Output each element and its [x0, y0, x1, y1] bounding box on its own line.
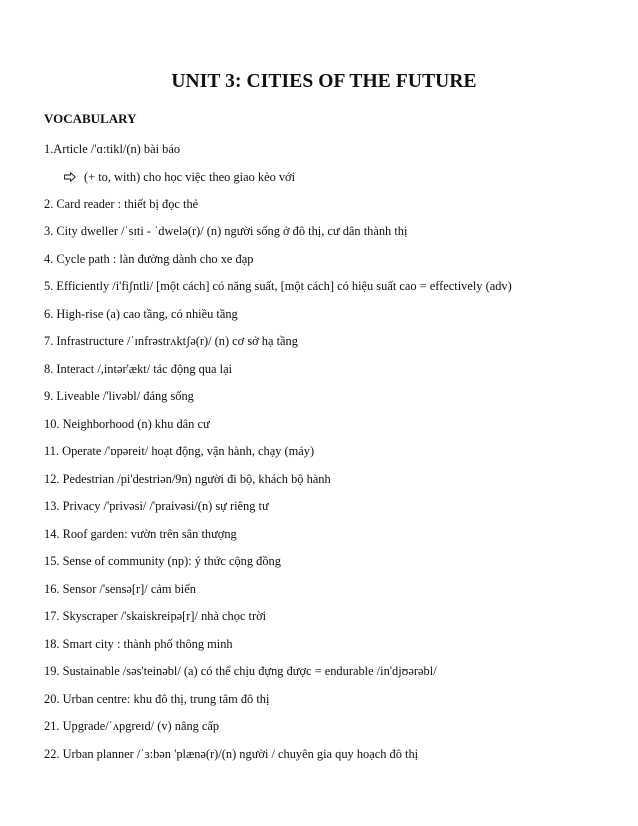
vocab-item: 5. Efficiently /i'fiʃntli/ [một cách] có năng suất, [một cách] có hiệu suất cao = effectively (adv) [44, 279, 512, 293]
vocab-item: 9. Liveable /'livəbl/ đáng sống [44, 389, 194, 403]
vocab-item: 21. Upgrade/ˈʌpgreɪd/ (v) nâng cấp [44, 719, 220, 733]
vocab-item: 6. High-rise (a) cao tầng, có nhiều tầng [44, 307, 238, 321]
vocab-item: 3. City dweller /ˈsɪti - ˈdwelə(r)/ (n) người sống ở đô thị, cư dân thành thị [44, 224, 408, 238]
vocab-item: 14. Roof garden: vườn trên sân thượng [44, 527, 237, 541]
outline-arrow-icon [64, 172, 76, 182]
vocab-item: 18. Smart city : thành phố thông minh [44, 637, 233, 651]
vocab-item: 12. Pedestrian /pi'destriən/9n) người đi bộ, khách bộ hành [44, 472, 331, 486]
vocab-item-1: 1.Article /'ɑ:tikl/(n) bài báo [44, 142, 181, 156]
vocab-item: 7. Infrastructure /ˈɪnfrəstrʌktʃə(r)/ (n) cơ sở hạ tầng [44, 334, 298, 348]
vocab-item: 19. Sustainable /səs'teinəbl/ (a) có thể chịu đựng được = endurable /in'djʊərəbl/ [44, 664, 437, 678]
vocab-item: 17. Skyscraper /'skaiskreipə[r]/ nhà chọc trời [44, 609, 267, 623]
section-heading: VOCABULARY [44, 111, 137, 126]
vocab-item: 22. Urban planner /ˈɜ:bən 'plænə(r)/(n) người / chuyên gia quy hoạch đô thị [44, 747, 419, 761]
vocab-item: 13. Privacy /'privəsi/ /'praivəsi/(n) sự riêng tư [44, 499, 269, 513]
vocab-item: 8. Interact /,intər'ækt/ tác động qua lại [44, 362, 233, 376]
page-title: UNIT 3: CITIES OF THE FUTURE [171, 71, 477, 92]
vocab-sub-item [64, 170, 295, 185]
vocab-sub-item-text: (+ to, with) cho học việc theo giao kèo với [84, 170, 296, 184]
vocab-item: 11. Operate /'ɒpəreit/ hoạt động, vận hành, chạy (máy) [44, 444, 315, 458]
vocab-item: 10. Neighborhood (n) khu dân cư [44, 417, 210, 431]
vocab-item: 4. Cycle path : làn đường dành cho xe đạp [44, 252, 254, 266]
vocab-item: 15. Sense of community (np): ý thức cộng đồng [44, 554, 281, 568]
vocab-item: 2. Card reader : thiết bị đọc thẻ [44, 197, 199, 211]
vocab-item: 16. Sensor /'sensə[r]/ cảm biến [44, 582, 196, 596]
vocab-item: 20. Urban centre: khu đô thị, trung tâm đô thị [44, 692, 270, 706]
